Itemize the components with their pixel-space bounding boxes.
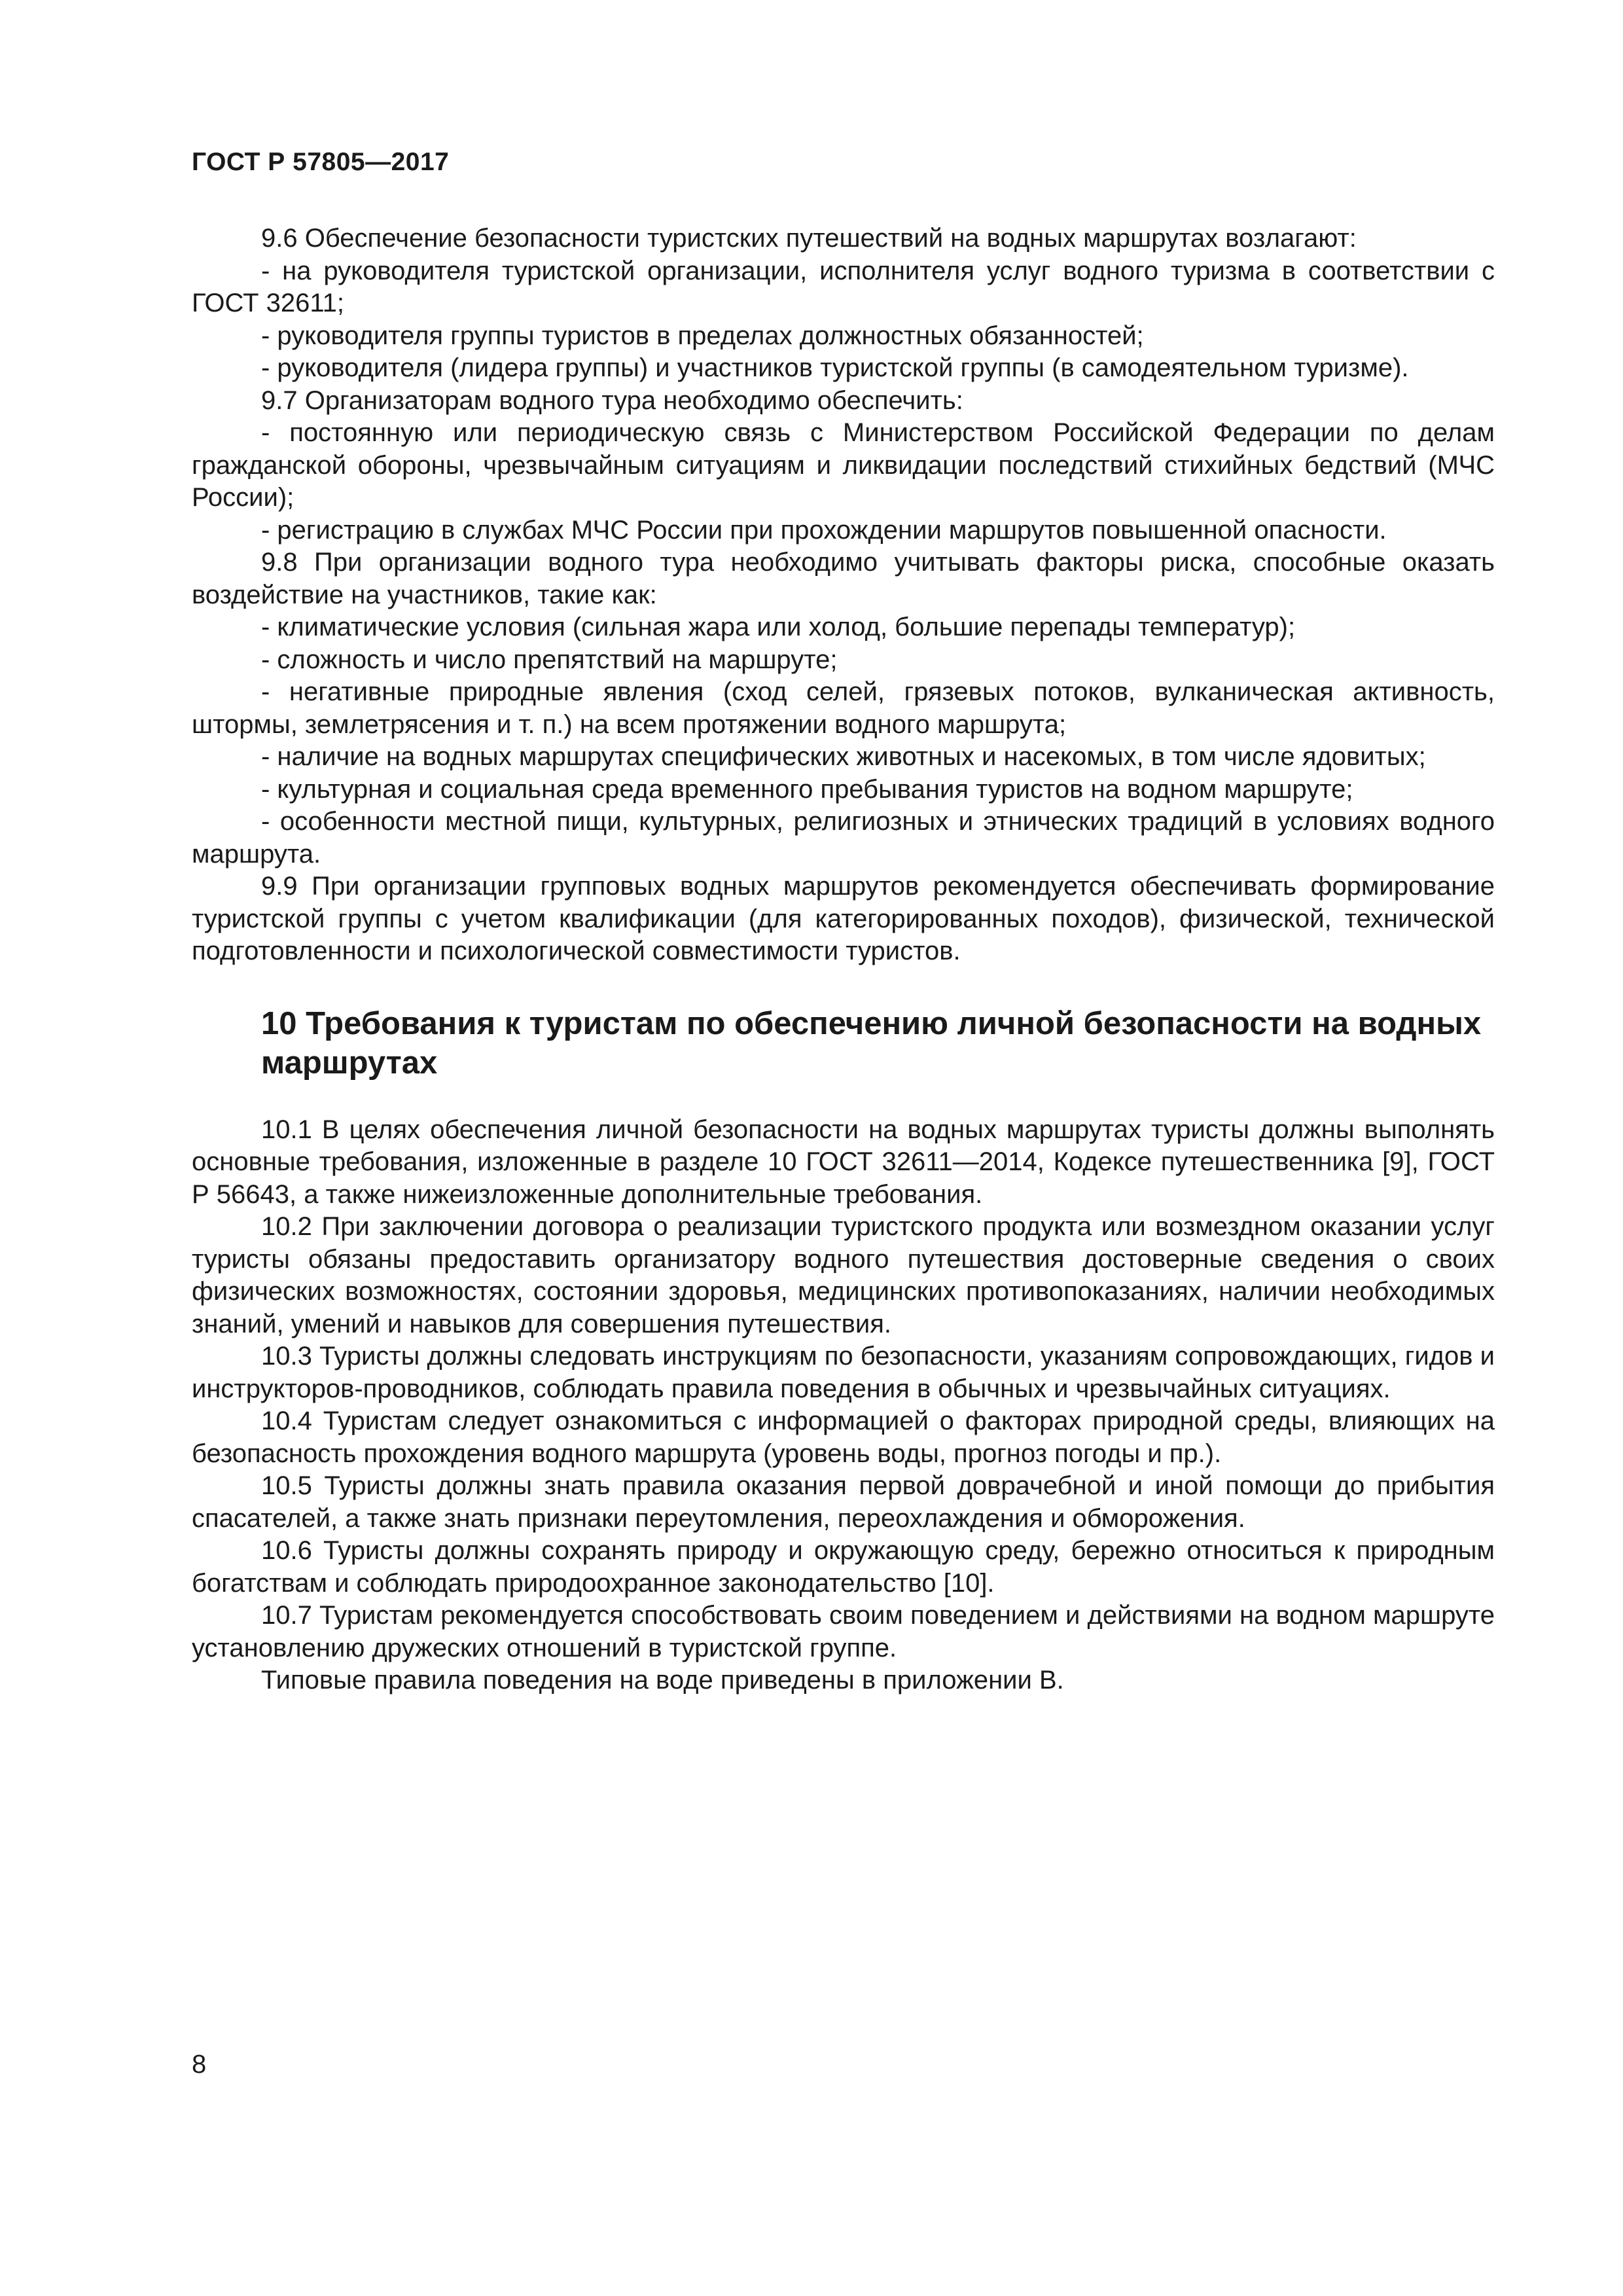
paragraph-10-2: 10.2 При заключении договора о реализации туристского продукта или возмездном оказании услуг туристы обязаны предоставить организатору водного путешествия достоверные сведения о своих физических возможностях, состоянии здоровья, медицинских противопоказаниях, наличии необходимых знаний, умений и навыков для совершения путешествия. (192, 1212, 1495, 1338)
paragraph-9-7: 9.7 Организаторам водного тура необходимо обеспечить: (261, 386, 963, 415)
list-item: - руководителя (лидера группы) и участников туристской группы (в самодеятельном туризме). (261, 353, 1409, 382)
list-item: - негативные природные явления (сход селей, грязевых потоков, вулканическая активность, штормы, землетрясения и т. п.) на всем протяжении водного маршрута; (192, 677, 1495, 739)
list-item: - на руководителя туристской организации, исполнителя услуг водного туризма в соответствии с ГОСТ 32611; (192, 256, 1495, 317)
list-item: - руководителя группы туристов в пределах должностных обязанностей; (261, 321, 1144, 350)
paragraph-10-1: 10.1 В целях обеспечения личной безопасности на водных маршрутах туристы должны выполнять основные требования, изложенные в разделе 10 ГОСТ 32611—2014, Кодексе путешественника [9], ГОСТ Р 56643, а также нижеизложенные дополнительные требования. (192, 1115, 1495, 1209)
paragraph-10-7: 10.7 Туристам рекомендуется способствовать своим поведением и действиями на водном маршруте установлению дружеских отношений в туристской группе. (192, 1601, 1495, 1662)
list-item: - наличие на водных маршрутах специфических животных и насекомых, в том числе ядовитых; (261, 742, 1426, 771)
paragraph-10-3: 10.3 Туристы должны следовать инструкциям по безопасности, указаниям сопровождающих, гидов и инструкторов-проводников, соблюдать правила поведения в обычных и чрезвычайных ситуациях. (192, 1342, 1495, 1403)
paragraph-9-6: 9.6 Обеспечение безопасности туристских путешествий на водных маршрутах возлагают: (261, 224, 1357, 253)
page-number: 8 (192, 2050, 207, 2079)
document-code-header: ГОСТ Р 57805—2017 (192, 148, 450, 176)
list-item: - постоянную или периодическую связь с Министерством Российской Федерации по делам гражданской обороны, чрезвычайным ситуациям и ликвидации последствий стихийных бедствий (МЧС России); (192, 418, 1495, 512)
paragraph-appendix-note: Типовые правила поведения на воде приведены в приложении В. (261, 1666, 1064, 1695)
paragraph-10-4: 10.4 Туристам следует ознакомиться с информацией о факторах природной среды, влияющих на безопасность прохождения водного маршрута (уровень воды, прогноз погоды и пр.). (192, 1407, 1495, 1468)
paragraph-10-5: 10.5 Туристы должны знать правила оказания первой доврачебной и иной помощи до прибытия спасателей, а также знать признаки переутомления, переохлаждения и обморожения. (192, 1471, 1495, 1533)
list-item: - особенности местной пищи, культурных, религиозных и этнических традиций в условиях водного маршрута. (192, 807, 1495, 869)
paragraph-10-6: 10.6 Туристы должны сохранять природу и окружающую среду, бережно относиться к природным богатствам и соблюдать природоохранное законодательство [10]. (192, 1536, 1495, 1598)
list-item: - сложность и число препятствий на маршруте; (261, 645, 838, 674)
paragraph-9-8: 9.8 При организации водного тура необходимо учитывать факторы риска, способные оказать воздействие на участников, такие как: (192, 548, 1495, 609)
section-10-heading: 10 Требования к туристам по обеспечению личной безопасности на водных маршрутах (261, 1005, 1482, 1081)
document-body (192, 223, 1495, 1697)
paragraph-9-9: 9.9 При организации групповых водных маршрутов рекомендуется обеспечивать формирование туристской группы с учетом квалификации (для категорированных походов), физической, технической подготовленности и психологической совместимости туристов. (192, 872, 1495, 965)
list-item: - климатические условия (сильная жара или холод, большие перепады температур); (261, 613, 1296, 641)
list-item: - культурная и социальная среда временного пребывания туристов на водном маршруте; (261, 774, 1353, 804)
list-item: - регистрацию в службах МЧС России при прохождении маршрутов повышенной опасности. (261, 515, 1387, 545)
